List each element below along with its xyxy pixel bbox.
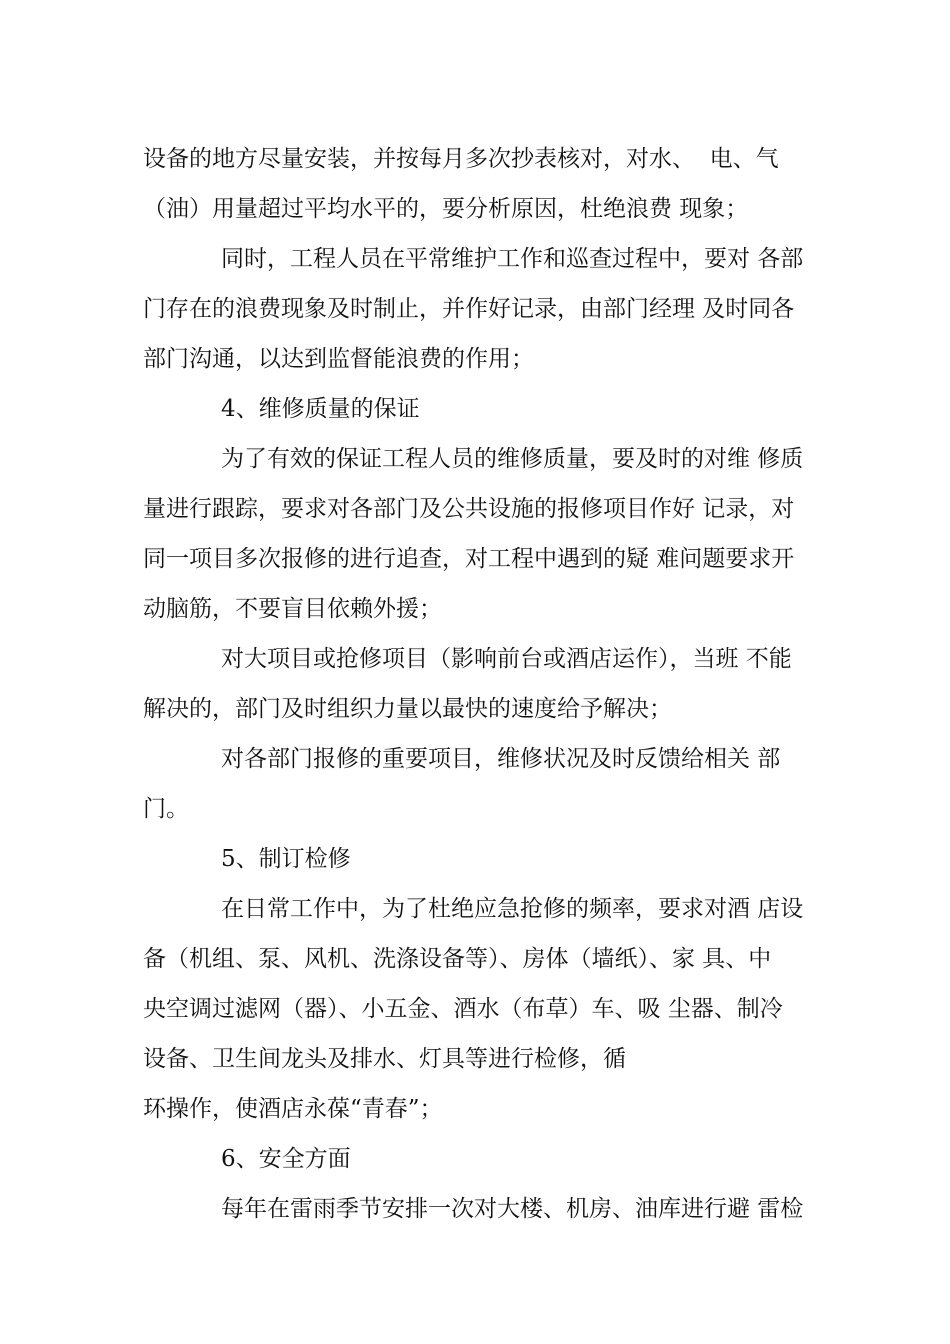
paragraph-line: 设备的地方尽量安装，并按每月多次抄表核对，对水、 电、气 (143, 146, 779, 172)
paragraph-line: 门。 (143, 796, 189, 822)
paragraph-line: 量进行跟踪，要求对各部门及公共设施的报修项目作好 记录，对 (143, 496, 795, 522)
paragraph-line: 在日常工作中，为了杜绝应急抢修的频率，要求对酒 店设 (221, 896, 804, 922)
paragraph-line: （油）用量超过平均水平的，要分析原因，杜绝浪费 现象； (143, 196, 749, 222)
paragraph-line: 每年在雷雨季节安排一次对大楼、机房、油库进行避 雷检 (221, 1196, 804, 1222)
paragraph-line: 环操作，使酒店永葆“青春”； (143, 1096, 443, 1122)
paragraph-line: 部门沟通，以达到监督能浪费的作用； (143, 346, 534, 372)
paragraph-line: 为了有效的保证工程人员的维修质量，要及时的对维 修质 (221, 446, 804, 472)
section-heading: 4、维修质量的保证 (221, 396, 420, 422)
paragraph-line: 对各部门报修的重要项目，维修状况及时反馈给相关 部 (221, 746, 781, 772)
paragraph-line: 门存在的浪费现象及时制止，并作好记录，由部门经理 及时同各 (143, 296, 795, 322)
paragraph-line: 解决的，部门及时组织力量以最快的速度给予解决； (143, 696, 672, 722)
paragraph-line: 备（机组、泵、风机、洗涤设备等）、房体（墙纸）、家 具、中 (143, 946, 772, 972)
section-heading: 6、安全方面 (221, 1146, 351, 1172)
paragraph-line: 设备、卫生间龙头及排水、灯具等进行检修，循 (143, 1046, 626, 1072)
paragraph-line: 同一项目多次报修的进行追查，对工程中遇到的疑 难问题要求开 (143, 546, 795, 572)
paragraph-line: 同时，工程人员在平常维护工作和巡查过程中，要对 各部 (221, 246, 804, 272)
paragraph-line: 对大项目或抢修项目（影响前台或酒店运作），当班 不能 (221, 646, 792, 672)
paragraph-line: 动脑筋，不要盲目依赖外援； (143, 596, 442, 622)
paragraph-line: 央空调过滤网（器）、小五金、酒水（布草）车、吸 尘器、制冷 (143, 996, 783, 1022)
section-heading: 5、制订检修 (221, 846, 351, 872)
document-body (143, 134, 833, 1234)
